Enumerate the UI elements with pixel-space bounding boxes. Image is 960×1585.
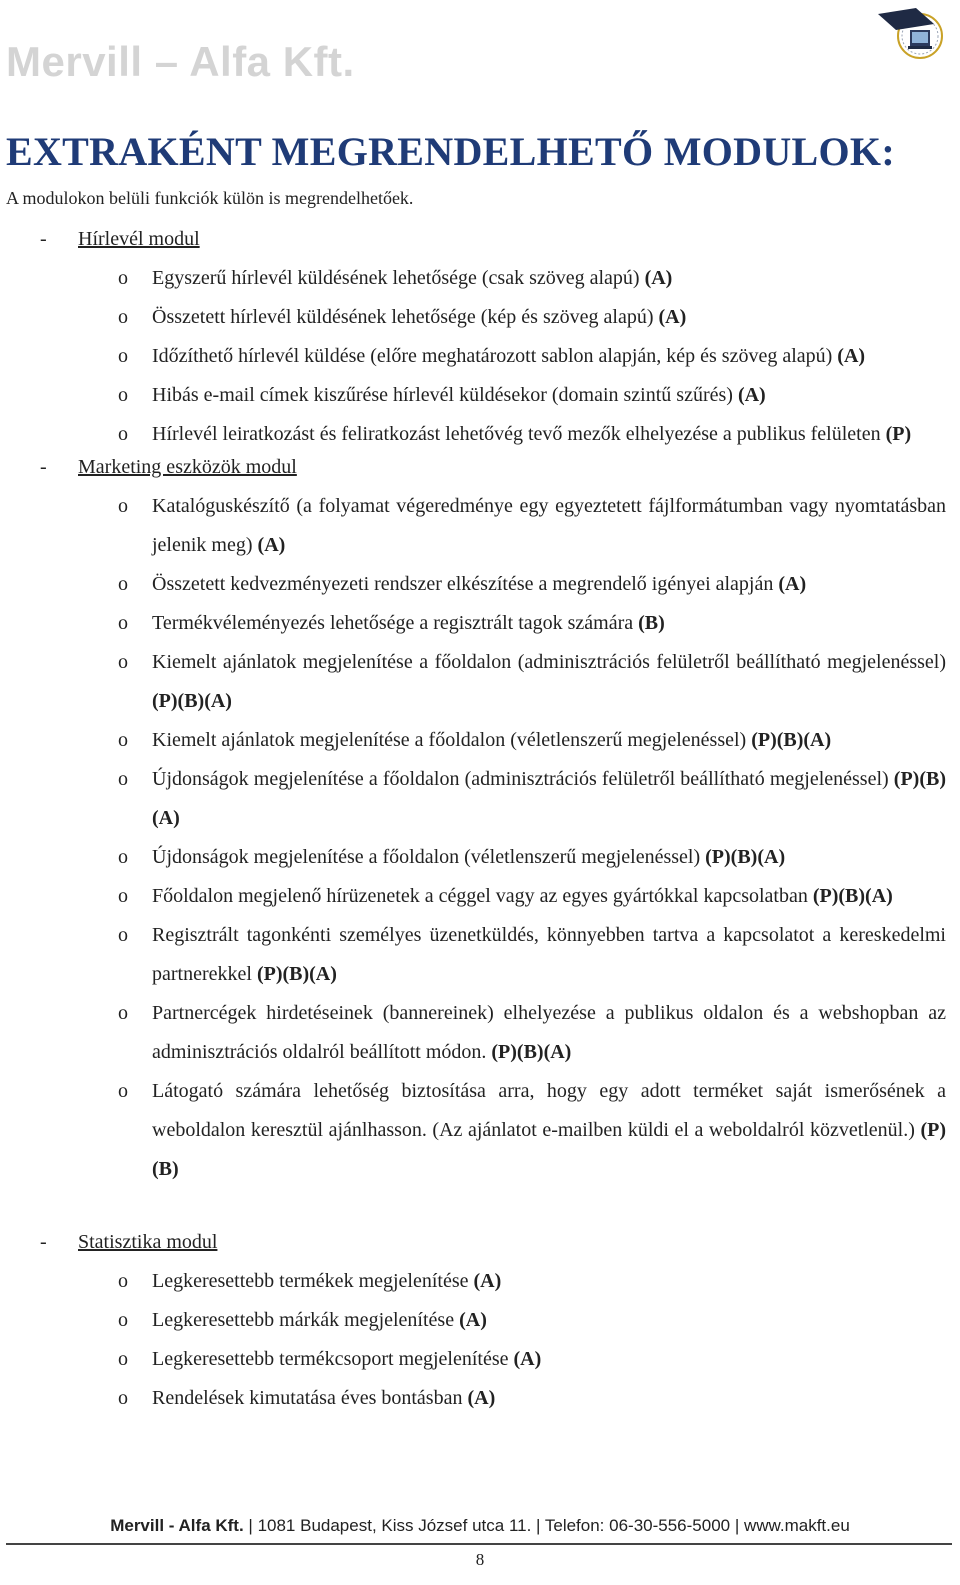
- item-text: Időzíthető hírlevél küldése (előre meghatározott sablon alapján, kép és szöveg alapú): [152, 345, 838, 367]
- bullet-icon: o: [118, 885, 128, 907]
- item-code: (P): [885, 423, 912, 445]
- item-text: Összetett kedvezményezeti rendszer elkészítése a megrendelő igényei alapján: [152, 573, 779, 595]
- item-code: (A): [473, 1270, 502, 1292]
- item-text: Katalóguskészítő (a folyamat végeredménye egy egyeztetett fájlformátumban vagy nyomtatásban jelenik meg): [152, 495, 946, 556]
- section-spacer: [0, 1189, 960, 1229]
- module-title: Marketing eszközök modul: [78, 456, 297, 478]
- list-item: [0, 1340, 960, 1379]
- bullet-icon: o: [118, 729, 128, 751]
- list-item: [0, 838, 960, 877]
- list-item: [0, 721, 960, 760]
- item-code: (A): [837, 345, 866, 367]
- bullet-icon: o: [118, 1387, 128, 1409]
- bullet-icon: o: [118, 1270, 128, 1292]
- bullet-icon: o: [118, 423, 128, 445]
- list-item: [0, 415, 960, 454]
- module-heading: [0, 1229, 960, 1262]
- page-footer: [0, 1516, 960, 1536]
- item-code: (A): [467, 1387, 496, 1409]
- footer-company: Mervill - Alfa Kft.: [110, 1516, 244, 1535]
- list-item: [0, 994, 960, 1072]
- module-dash: -: [40, 228, 47, 250]
- list-item: [0, 376, 960, 415]
- item-text: Egyszerű hírlevél küldésének lehetősége (csak szöveg alapú): [152, 267, 645, 289]
- item-code: (A): [459, 1309, 487, 1331]
- item-text: Kiemelt ajánlatok megjelenítése a főoldalon (adminisztrációs felületről beállítható megjelenéssel): [152, 651, 946, 673]
- item-text: Termékvéleményezés lehetősége a regisztrált tagok számára: [152, 612, 639, 634]
- item-text: Regisztrált tagonkénti személyes üzenetküldés, könnyebben tartva a kapcsolatot a kereskedelmi partnerekkel: [152, 924, 946, 985]
- item-code: (A): [644, 267, 673, 289]
- module-title: Statisztika modul: [78, 1231, 218, 1253]
- list-item: [0, 337, 960, 376]
- bullet-icon: o: [118, 651, 128, 673]
- footer-divider: [6, 1543, 952, 1545]
- module-statisztika: [0, 1229, 960, 1418]
- list-item: [0, 760, 960, 838]
- list-item: [0, 643, 960, 721]
- module-hirlevel: [0, 226, 960, 454]
- item-text: Összetett hírlevél küldésének lehetősége (kép és szöveg alapú): [152, 306, 659, 328]
- item-code: (P)(B)(A): [152, 768, 946, 829]
- module-heading: [0, 226, 960, 259]
- bullet-icon: o: [118, 1080, 128, 1102]
- item-text: Látogató számára lehetőség biztosítása arra, hogy egy adott terméket saját ismerősének a weboldalon keresztül ajánlhasson. (Az ajánlatot e-mailben küldi el a weboldalról közvetlenül.): [152, 1080, 946, 1141]
- list-item: [0, 487, 960, 565]
- item-text: Hibás e-mail címek kiszűrése hírlevél küldésekor (domain szintű szűrés): [152, 384, 738, 406]
- item-text: Legkeresettebb márkák megjelenítése: [152, 1309, 460, 1331]
- bullet-icon: o: [118, 384, 128, 406]
- item-code: (P)(B)(A): [256, 963, 337, 985]
- item-code: (P)(B)(A): [705, 846, 786, 868]
- footer-details: | 1081 Budapest, Kiss József utca 11. | Telefon: 06-30-556-5000 | www.makft.eu: [243, 1516, 850, 1535]
- bullet-icon: o: [118, 1348, 128, 1370]
- bullet-icon: o: [118, 267, 128, 289]
- header-company-name: Mervill – Alfa Kft.: [6, 38, 355, 85]
- module-list: [0, 226, 960, 1418]
- item-code: (B): [638, 612, 665, 634]
- item-code: (A): [513, 1348, 542, 1370]
- item-text: Kiemelt ajánlatok megjelenítése a főoldalon (véletlenszerű megjelenéssel): [152, 729, 752, 751]
- list-item: [0, 877, 960, 916]
- item-text: Legkeresettebb termékcsoport megjelenítése: [152, 1348, 514, 1370]
- item-code: (A): [658, 306, 687, 328]
- bullet-icon: o: [118, 924, 128, 946]
- list-item: [0, 1262, 960, 1301]
- module-title: Hírlevél modul: [78, 228, 200, 250]
- bullet-icon: o: [118, 306, 128, 328]
- item-code: (P)(B)(A): [491, 1041, 572, 1063]
- bullet-icon: o: [118, 1309, 128, 1331]
- list-item: [0, 916, 960, 994]
- module-items: [0, 259, 960, 454]
- item-code: (A): [778, 573, 807, 595]
- page-title: EXTRAKÉNT MEGRENDELHETŐ MODULOK:: [6, 129, 895, 174]
- item-code: (A): [257, 534, 286, 556]
- bullet-icon: o: [118, 495, 128, 517]
- bullet-icon: o: [118, 345, 128, 367]
- bullet-icon: o: [118, 846, 128, 868]
- page-number: 8: [475, 1550, 485, 1569]
- item-text: Hírlevél leiratkozást és feliratkozást lehetővég tevő mezők elhelyezése a publikus felületen: [152, 423, 886, 445]
- intro-text: A modulokon belüli funkciók külön is megrendelhetőek.: [6, 188, 414, 208]
- item-code: (P)(B): [152, 1119, 946, 1180]
- list-item: [0, 604, 960, 643]
- bullet-icon: o: [118, 768, 128, 790]
- module-items: [0, 487, 960, 1189]
- module-items: [0, 1262, 960, 1418]
- module-heading: [0, 454, 960, 487]
- module-dash: -: [40, 456, 47, 478]
- company-logo-icon: [876, 4, 948, 64]
- item-text: Újdonságok megjelenítése a főoldalon (véletlenszerű megjelenéssel): [152, 846, 706, 868]
- list-item: [0, 298, 960, 337]
- item-code: (A): [737, 384, 766, 406]
- bullet-icon: o: [118, 573, 128, 595]
- list-item: [0, 565, 960, 604]
- item-text: Legkeresettebb termékek megjelenítése: [152, 1270, 474, 1292]
- bullet-icon: o: [118, 1002, 128, 1024]
- item-code: (P)(B)(A): [751, 729, 832, 751]
- item-text: Partnercégek hirdetéseinek (bannereinek) elhelyezése a publikus oldalon és a webshopban az adminisztrációs oldalról beállított módon.: [152, 1002, 946, 1063]
- item-code: (P)(B)(A): [812, 885, 893, 907]
- list-item: [0, 1072, 960, 1189]
- item-text: Főoldalon megjelenő hírüzenetek a céggel vagy az egyes gyártókkal kapcsolatban: [152, 885, 813, 907]
- list-item: [0, 1301, 960, 1340]
- list-item: [0, 259, 960, 298]
- bullet-icon: o: [118, 612, 128, 634]
- module-dash: -: [40, 1231, 47, 1253]
- item-text: Rendelések kimutatása éves bontásban: [152, 1387, 468, 1409]
- item-code: (P)(B)(A): [152, 690, 232, 712]
- item-text: Újdonságok megjelenítése a főoldalon (adminisztrációs felületről beállítható megjelenéssel): [152, 768, 894, 790]
- list-item: [0, 1379, 960, 1418]
- module-marketing: [0, 454, 960, 1189]
